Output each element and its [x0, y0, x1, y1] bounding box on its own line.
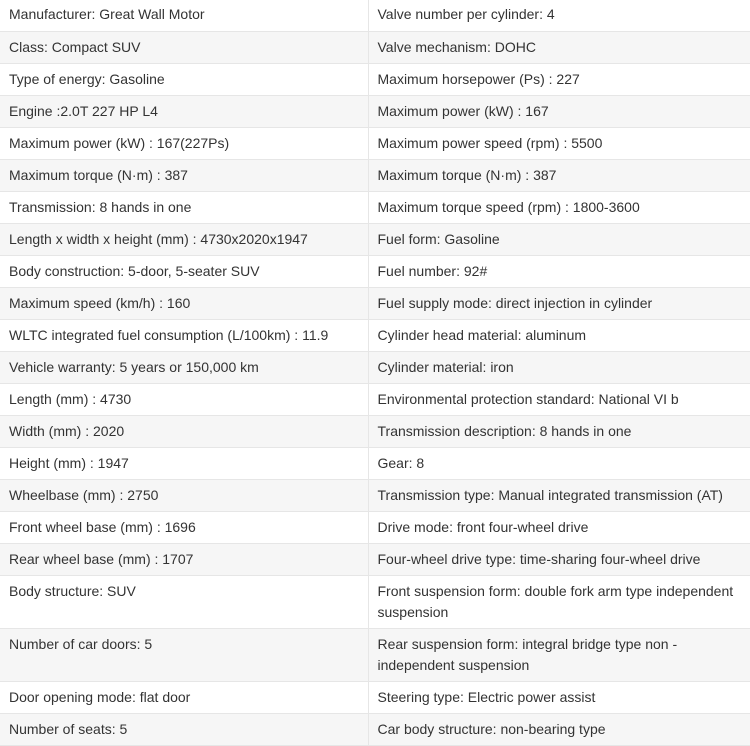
spec-cell-right: Cylinder head material: aluminum [368, 319, 750, 351]
spec-cell-right: Gear: 8 [368, 447, 750, 479]
spec-cell-right: Cylinder material: iron [368, 351, 750, 383]
table-row [0, 543, 750, 575]
spec-cell-left: Maximum power (kW) : 167(227Ps) [0, 127, 368, 159]
table-row [0, 319, 750, 351]
table-row [0, 223, 750, 255]
spec-cell-right: Fuel supply mode: direct injection in cylinder [368, 287, 750, 319]
table-row [0, 159, 750, 191]
table-row [0, 255, 750, 287]
spec-cell-right: Car body structure: non-bearing type [368, 713, 750, 745]
table-row [0, 575, 750, 628]
table-row [0, 127, 750, 159]
spec-cell-right: Drive mode: front four-wheel drive [368, 511, 750, 543]
spec-cell-right: Fuel form: Gasoline [368, 223, 750, 255]
table-row [0, 191, 750, 223]
spec-cell-right: Four-wheel drive type: time-sharing four-wheel drive [368, 543, 750, 575]
table-row [0, 287, 750, 319]
spec-cell-left: Engine :2.0T 227 HP L4 [0, 95, 368, 127]
table-row [0, 63, 750, 95]
spec-cell-left: WLTC integrated fuel consumption (L/100km) : 11.9 [0, 319, 368, 351]
table-row [0, 31, 750, 63]
spec-cell-left: Width (mm) : 2020 [0, 415, 368, 447]
spec-cell-left: Height (mm) : 1947 [0, 447, 368, 479]
spec-cell-left: Door opening mode: flat door [0, 681, 368, 713]
spec-cell-right: Maximum horsepower (Ps) : 227 [368, 63, 750, 95]
spec-cell-right: Environmental protection standard: National VI b [368, 383, 750, 415]
table-row [0, 447, 750, 479]
spec-cell-left: Manufacturer: Great Wall Motor [0, 0, 368, 31]
spec-cell-left: Front wheel base (mm) : 1696 [0, 511, 368, 543]
spec-cell-left: Number of seats: 5 [0, 713, 368, 745]
spec-cell-right: Valve number per cylinder: 4 [368, 0, 750, 31]
table-row [0, 415, 750, 447]
table-row [0, 479, 750, 511]
spec-cell-right: Fuel number: 92# [368, 255, 750, 287]
spec-cell-left: Length (mm) : 4730 [0, 383, 368, 415]
spec-cell-right: Rear suspension form: integral bridge type non - independent suspension [368, 628, 750, 681]
spec-cell-left: Transmission: 8 hands in one [0, 191, 368, 223]
table-row [0, 681, 750, 713]
spec-cell-left: Number of car doors: 5 [0, 628, 368, 681]
spec-cell-left: Maximum speed (km/h) : 160 [0, 287, 368, 319]
spec-cell-left: Vehicle warranty: 5 years or 150,000 km [0, 351, 368, 383]
table-row [0, 383, 750, 415]
table-row [0, 95, 750, 127]
table-row [0, 628, 750, 681]
spec-cell-left: Maximum torque (N·m) : 387 [0, 159, 368, 191]
spec-cell-left: Class: Compact SUV [0, 31, 368, 63]
spec-cell-right: Valve mechanism: DOHC [368, 31, 750, 63]
spec-cell-right: Transmission description: 8 hands in one [368, 415, 750, 447]
spec-cell-left: Type of energy: Gasoline [0, 63, 368, 95]
spec-cell-right: Maximum torque speed (rpm) : 1800-3600 [368, 191, 750, 223]
table-row [0, 713, 750, 745]
spec-cell-right: Front suspension form: double fork arm type independent suspension [368, 575, 750, 628]
table-row [0, 0, 750, 31]
spec-cell-right: Maximum torque (N·m) : 387 [368, 159, 750, 191]
spec-cell-left: Wheelbase (mm) : 2750 [0, 479, 368, 511]
table-row [0, 351, 750, 383]
spec-cell-right: Steering type: Electric power assist [368, 681, 750, 713]
spec-cell-right: Maximum power (kW) : 167 [368, 95, 750, 127]
spec-cell-left: Body construction: 5-door, 5-seater SUV [0, 255, 368, 287]
spec-cell-left: Rear wheel base (mm) : 1707 [0, 543, 368, 575]
spec-cell-left: Body structure: SUV [0, 575, 368, 628]
spec-cell-left: Length x width x height (mm) : 4730x2020x1947 [0, 223, 368, 255]
spec-cell-right: Maximum power speed (rpm) : 5500 [368, 127, 750, 159]
table-row [0, 511, 750, 543]
spec-cell-right: Transmission type: Manual integrated transmission (AT) [368, 479, 750, 511]
